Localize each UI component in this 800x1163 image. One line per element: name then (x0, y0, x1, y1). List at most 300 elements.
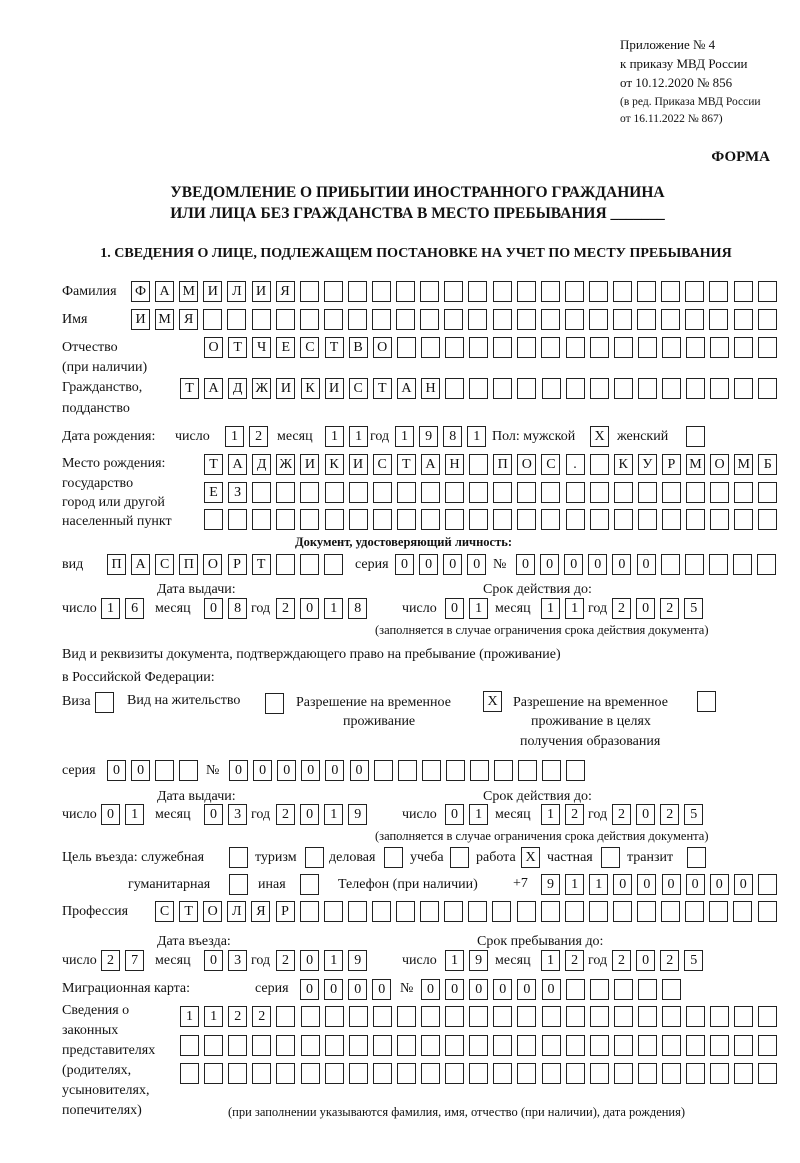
char-cell[interactable]: Д (228, 378, 247, 399)
char-cell[interactable]: 0 (542, 979, 561, 1000)
char-cell[interactable] (517, 509, 536, 530)
char-cell[interactable]: 2 (660, 804, 679, 825)
char-cell[interactable] (541, 281, 560, 302)
checkbox-cell[interactable] (686, 426, 705, 447)
char-cell[interactable] (493, 337, 512, 358)
char-cell[interactable]: В (349, 337, 368, 358)
char-cell[interactable]: 9 (419, 426, 438, 447)
char-cell[interactable]: 5 (684, 598, 703, 619)
checkbox-cell[interactable] (384, 847, 403, 868)
char-cell[interactable] (686, 1006, 705, 1027)
char-cell[interactable]: Ж (252, 378, 271, 399)
char-cell[interactable]: Ч (252, 337, 271, 358)
char-cell[interactable]: Е (276, 337, 295, 358)
char-cell[interactable] (614, 378, 633, 399)
char-cell[interactable] (396, 281, 415, 302)
char-cell[interactable] (542, 378, 561, 399)
char-cell[interactable]: Ж (276, 454, 295, 475)
char-cell[interactable]: 0 (734, 874, 753, 895)
char-cell[interactable]: А (228, 454, 247, 475)
char-cell[interactable]: 2 (249, 426, 268, 447)
char-cell[interactable] (638, 1006, 657, 1027)
char-cell[interactable] (325, 1035, 344, 1056)
char-cell[interactable] (421, 1006, 440, 1027)
char-cell[interactable] (662, 979, 681, 1000)
char-cell[interactable] (374, 760, 393, 781)
char-cell[interactable] (614, 482, 633, 503)
char-cell[interactable] (566, 482, 585, 503)
char-cell[interactable] (589, 281, 608, 302)
char-cell[interactable]: 6 (125, 598, 144, 619)
char-cell[interactable]: 0 (443, 554, 462, 575)
char-cell[interactable] (685, 901, 704, 922)
char-cell[interactable] (710, 1035, 729, 1056)
char-cell[interactable] (637, 309, 656, 330)
char-cell[interactable]: И (131, 309, 150, 330)
char-cell[interactable] (638, 378, 657, 399)
char-cell[interactable]: 0 (710, 874, 729, 895)
char-cell[interactable] (324, 554, 343, 575)
char-cell[interactable] (662, 1006, 681, 1027)
char-cell[interactable] (662, 482, 681, 503)
char-cell[interactable]: 0 (277, 760, 296, 781)
char-cell[interactable] (469, 482, 488, 503)
checkbox-cell[interactable] (229, 874, 248, 895)
char-cell[interactable] (758, 1063, 777, 1084)
char-cell[interactable]: 0 (229, 760, 248, 781)
char-cell[interactable]: О (373, 337, 392, 358)
char-cell[interactable]: 8 (443, 426, 462, 447)
char-cell[interactable] (300, 509, 319, 530)
char-cell[interactable]: Т (228, 337, 247, 358)
char-cell[interactable] (468, 281, 487, 302)
char-cell[interactable] (180, 1035, 199, 1056)
char-cell[interactable]: 1 (469, 804, 488, 825)
char-cell[interactable] (517, 1035, 536, 1056)
checkbox-cell[interactable] (697, 691, 716, 712)
char-cell[interactable]: П (107, 554, 126, 575)
char-cell[interactable]: А (204, 378, 223, 399)
char-cell[interactable]: 5 (684, 804, 703, 825)
char-cell[interactable] (542, 1006, 561, 1027)
char-cell[interactable] (757, 554, 776, 575)
checkbox-cell[interactable] (305, 847, 324, 868)
char-cell[interactable]: 2 (276, 598, 295, 619)
char-cell[interactable] (662, 1035, 681, 1056)
char-cell[interactable] (566, 1063, 585, 1084)
char-cell[interactable] (590, 337, 609, 358)
char-cell[interactable] (349, 482, 368, 503)
char-cell[interactable] (758, 482, 777, 503)
char-cell[interactable] (614, 337, 633, 358)
char-cell[interactable] (541, 309, 560, 330)
char-cell[interactable] (614, 979, 633, 1000)
char-cell[interactable]: И (349, 454, 368, 475)
char-cell[interactable] (517, 309, 536, 330)
char-cell[interactable]: 1 (541, 804, 560, 825)
char-cell[interactable]: С (349, 378, 368, 399)
char-cell[interactable] (541, 509, 560, 530)
char-cell[interactable] (613, 309, 632, 330)
char-cell[interactable] (445, 1035, 464, 1056)
char-cell[interactable] (373, 1063, 392, 1084)
char-cell[interactable]: 8 (348, 598, 367, 619)
checkbox-cell[interactable]: X (590, 426, 609, 447)
char-cell[interactable] (493, 378, 512, 399)
char-cell[interactable] (204, 1035, 223, 1056)
char-cell[interactable]: 2 (252, 1006, 271, 1027)
char-cell[interactable] (638, 509, 657, 530)
char-cell[interactable] (638, 482, 657, 503)
char-cell[interactable] (492, 901, 511, 922)
char-cell[interactable]: 0 (300, 979, 319, 1000)
char-cell[interactable] (493, 309, 512, 330)
char-cell[interactable] (758, 509, 777, 530)
char-cell[interactable]: С (300, 337, 319, 358)
char-cell[interactable]: О (203, 901, 222, 922)
char-cell[interactable]: 2 (276, 950, 295, 971)
char-cell[interactable]: 0 (445, 598, 464, 619)
char-cell[interactable] (709, 554, 728, 575)
char-cell[interactable]: Р (662, 454, 681, 475)
char-cell[interactable]: 0 (301, 760, 320, 781)
char-cell[interactable] (397, 1006, 416, 1027)
char-cell[interactable] (709, 309, 728, 330)
char-cell[interactable] (348, 901, 367, 922)
char-cell[interactable]: 0 (588, 554, 607, 575)
char-cell[interactable]: С (155, 554, 174, 575)
char-cell[interactable] (493, 1063, 512, 1084)
char-cell[interactable] (710, 378, 729, 399)
char-cell[interactable]: 2 (660, 950, 679, 971)
char-cell[interactable] (758, 309, 777, 330)
char-cell[interactable] (469, 1063, 488, 1084)
char-cell[interactable] (566, 1006, 585, 1027)
char-cell[interactable]: Р (276, 901, 295, 922)
char-cell[interactable] (710, 482, 729, 503)
char-cell[interactable] (372, 901, 391, 922)
char-cell[interactable] (566, 760, 585, 781)
char-cell[interactable] (662, 337, 681, 358)
char-cell[interactable] (758, 874, 777, 895)
char-cell[interactable]: Д (252, 454, 271, 475)
char-cell[interactable] (301, 1035, 320, 1056)
char-cell[interactable] (734, 482, 753, 503)
char-cell[interactable] (637, 901, 656, 922)
char-cell[interactable] (397, 337, 416, 358)
char-cell[interactable]: 1 (445, 950, 464, 971)
char-cell[interactable]: 0 (395, 554, 414, 575)
char-cell[interactable]: 1 (324, 950, 343, 971)
char-cell[interactable]: 0 (540, 554, 559, 575)
char-cell[interactable] (758, 901, 777, 922)
char-cell[interactable]: Я (251, 901, 270, 922)
char-cell[interactable] (301, 1006, 320, 1027)
char-cell[interactable]: Р (228, 554, 247, 575)
char-cell[interactable] (276, 1006, 295, 1027)
char-cell[interactable] (614, 1006, 633, 1027)
char-cell[interactable] (662, 378, 681, 399)
char-cell[interactable] (252, 309, 271, 330)
char-cell[interactable]: 9 (541, 874, 560, 895)
char-cell[interactable]: П (179, 554, 198, 575)
char-cell[interactable]: 3 (228, 804, 247, 825)
char-cell[interactable] (734, 509, 753, 530)
char-cell[interactable]: 1 (395, 426, 414, 447)
char-cell[interactable]: 0 (348, 979, 367, 1000)
char-cell[interactable] (638, 1063, 657, 1084)
char-cell[interactable]: М (686, 454, 705, 475)
char-cell[interactable] (589, 901, 608, 922)
char-cell[interactable] (661, 281, 680, 302)
char-cell[interactable]: 0 (613, 874, 632, 895)
char-cell[interactable] (493, 509, 512, 530)
char-cell[interactable] (349, 1035, 368, 1056)
char-cell[interactable] (325, 1063, 344, 1084)
char-cell[interactable]: 1 (469, 598, 488, 619)
char-cell[interactable] (710, 1006, 729, 1027)
char-cell[interactable] (590, 979, 609, 1000)
char-cell[interactable] (397, 1035, 416, 1056)
char-cell[interactable]: 2 (228, 1006, 247, 1027)
char-cell[interactable] (422, 760, 441, 781)
char-cell[interactable]: А (397, 378, 416, 399)
char-cell[interactable] (397, 1063, 416, 1084)
char-cell[interactable] (686, 1063, 705, 1084)
char-cell[interactable]: Ф (131, 281, 150, 302)
char-cell[interactable] (566, 378, 585, 399)
char-cell[interactable]: 2 (565, 804, 584, 825)
char-cell[interactable]: 0 (493, 979, 512, 1000)
char-cell[interactable]: Т (325, 337, 344, 358)
char-cell[interactable] (517, 482, 536, 503)
char-cell[interactable] (758, 378, 777, 399)
char-cell[interactable]: 0 (325, 760, 344, 781)
char-cell[interactable] (686, 1035, 705, 1056)
char-cell[interactable]: О (517, 454, 536, 475)
char-cell[interactable] (421, 509, 440, 530)
char-cell[interactable] (566, 337, 585, 358)
char-cell[interactable]: 0 (107, 760, 126, 781)
char-cell[interactable] (541, 337, 560, 358)
char-cell[interactable] (614, 509, 633, 530)
char-cell[interactable] (614, 1063, 633, 1084)
char-cell[interactable]: И (300, 454, 319, 475)
char-cell[interactable] (373, 1006, 392, 1027)
char-cell[interactable] (276, 509, 295, 530)
char-cell[interactable] (685, 554, 704, 575)
char-cell[interactable] (421, 337, 440, 358)
char-cell[interactable] (590, 378, 609, 399)
char-cell[interactable] (228, 1035, 247, 1056)
char-cell[interactable]: 0 (204, 598, 223, 619)
char-cell[interactable]: З (228, 482, 247, 503)
char-cell[interactable] (324, 309, 343, 330)
char-cell[interactable]: 1 (125, 804, 144, 825)
char-cell[interactable]: 0 (517, 979, 536, 1000)
char-cell[interactable] (421, 482, 440, 503)
char-cell[interactable]: . (566, 454, 585, 475)
checkbox-cell[interactable] (300, 874, 319, 895)
char-cell[interactable]: 0 (445, 979, 464, 1000)
char-cell[interactable]: И (325, 378, 344, 399)
char-cell[interactable] (348, 309, 367, 330)
char-cell[interactable]: 8 (228, 598, 247, 619)
char-cell[interactable]: Я (276, 281, 295, 302)
char-cell[interactable]: Н (445, 454, 464, 475)
char-cell[interactable]: 1 (324, 804, 343, 825)
char-cell[interactable]: 1 (204, 1006, 223, 1027)
char-cell[interactable] (421, 1035, 440, 1056)
char-cell[interactable] (445, 1006, 464, 1027)
char-cell[interactable]: 9 (469, 950, 488, 971)
char-cell[interactable] (325, 1006, 344, 1027)
char-cell[interactable] (638, 979, 657, 1000)
char-cell[interactable]: 1 (325, 426, 344, 447)
char-cell[interactable] (228, 1063, 247, 1084)
char-cell[interactable] (566, 509, 585, 530)
char-cell[interactable] (421, 1063, 440, 1084)
char-cell[interactable] (398, 760, 417, 781)
char-cell[interactable]: 0 (516, 554, 535, 575)
checkbox-cell[interactable] (229, 847, 248, 868)
checkbox-cell[interactable] (265, 693, 284, 714)
char-cell[interactable] (517, 1063, 536, 1084)
char-cell[interactable]: К (325, 454, 344, 475)
char-cell[interactable] (685, 281, 704, 302)
char-cell[interactable] (396, 901, 415, 922)
char-cell[interactable] (493, 281, 512, 302)
char-cell[interactable]: 0 (324, 979, 343, 1000)
char-cell[interactable] (661, 554, 680, 575)
char-cell[interactable]: И (252, 281, 271, 302)
char-cell[interactable] (445, 509, 464, 530)
char-cell[interactable] (324, 281, 343, 302)
char-cell[interactable] (686, 337, 705, 358)
char-cell[interactable] (469, 509, 488, 530)
char-cell[interactable]: 2 (565, 950, 584, 971)
char-cell[interactable]: 0 (469, 979, 488, 1000)
char-cell[interactable] (613, 901, 632, 922)
char-cell[interactable]: М (734, 454, 753, 475)
char-cell[interactable] (637, 281, 656, 302)
char-cell[interactable]: 1 (349, 426, 368, 447)
char-cell[interactable] (300, 309, 319, 330)
char-cell[interactable]: 3 (228, 950, 247, 971)
char-cell[interactable]: Т (179, 901, 198, 922)
char-cell[interactable] (468, 309, 487, 330)
char-cell[interactable]: К (301, 378, 320, 399)
char-cell[interactable] (590, 1006, 609, 1027)
char-cell[interactable] (276, 309, 295, 330)
char-cell[interactable]: Т (397, 454, 416, 475)
char-cell[interactable]: 0 (636, 804, 655, 825)
char-cell[interactable]: 0 (204, 804, 223, 825)
char-cell[interactable] (565, 281, 584, 302)
char-cell[interactable]: 9 (348, 804, 367, 825)
char-cell[interactable] (420, 901, 439, 922)
checkbox-cell[interactable] (687, 847, 706, 868)
char-cell[interactable]: 0 (253, 760, 272, 781)
char-cell[interactable] (710, 337, 729, 358)
char-cell[interactable]: 5 (684, 950, 703, 971)
char-cell[interactable] (590, 1063, 609, 1084)
char-cell[interactable] (372, 281, 391, 302)
char-cell[interactable]: 2 (612, 950, 631, 971)
char-cell[interactable] (613, 281, 632, 302)
char-cell[interactable]: 9 (348, 950, 367, 971)
char-cell[interactable] (590, 509, 609, 530)
char-cell[interactable] (204, 509, 223, 530)
char-cell[interactable] (661, 309, 680, 330)
char-cell[interactable]: 0 (372, 979, 391, 1000)
char-cell[interactable] (734, 337, 753, 358)
char-cell[interactable] (180, 1063, 199, 1084)
char-cell[interactable] (590, 1035, 609, 1056)
char-cell[interactable] (541, 901, 560, 922)
char-cell[interactable] (758, 337, 777, 358)
char-cell[interactable]: С (541, 454, 560, 475)
checkbox-cell[interactable]: X (521, 847, 540, 868)
char-cell[interactable] (397, 482, 416, 503)
char-cell[interactable] (469, 454, 488, 475)
char-cell[interactable]: Т (180, 378, 199, 399)
char-cell[interactable]: 0 (419, 554, 438, 575)
char-cell[interactable] (252, 1063, 271, 1084)
char-cell[interactable]: 0 (686, 874, 705, 895)
char-cell[interactable]: А (131, 554, 150, 575)
char-cell[interactable]: С (155, 901, 174, 922)
char-cell[interactable] (372, 309, 391, 330)
char-cell[interactable] (493, 482, 512, 503)
char-cell[interactable] (324, 901, 343, 922)
char-cell[interactable] (566, 979, 585, 1000)
char-cell[interactable]: 0 (445, 804, 464, 825)
char-cell[interactable] (686, 378, 705, 399)
char-cell[interactable] (542, 1035, 561, 1056)
char-cell[interactable]: А (155, 281, 174, 302)
char-cell[interactable] (252, 1035, 271, 1056)
char-cell[interactable]: О (204, 337, 223, 358)
char-cell[interactable] (325, 482, 344, 503)
char-cell[interactable]: 2 (276, 804, 295, 825)
char-cell[interactable] (469, 1006, 488, 1027)
char-cell[interactable] (349, 509, 368, 530)
char-cell[interactable]: 1 (225, 426, 244, 447)
char-cell[interactable]: 0 (564, 554, 583, 575)
char-cell[interactable] (276, 1063, 295, 1084)
char-cell[interactable]: 1 (324, 598, 343, 619)
char-cell[interactable]: Л (227, 281, 246, 302)
char-cell[interactable] (445, 1063, 464, 1084)
char-cell[interactable] (444, 901, 463, 922)
char-cell[interactable]: 0 (636, 950, 655, 971)
char-cell[interactable]: М (155, 309, 174, 330)
char-cell[interactable]: 0 (637, 554, 656, 575)
char-cell[interactable]: 0 (350, 760, 369, 781)
char-cell[interactable] (758, 1035, 777, 1056)
char-cell[interactable] (396, 309, 415, 330)
char-cell[interactable] (709, 901, 728, 922)
char-cell[interactable]: Т (252, 554, 271, 575)
char-cell[interactable]: 0 (636, 598, 655, 619)
char-cell[interactable] (517, 901, 536, 922)
char-cell[interactable]: 1 (101, 598, 120, 619)
char-cell[interactable]: Б (758, 454, 777, 475)
char-cell[interactable]: 0 (101, 804, 120, 825)
char-cell[interactable] (734, 1006, 753, 1027)
char-cell[interactable] (590, 454, 609, 475)
